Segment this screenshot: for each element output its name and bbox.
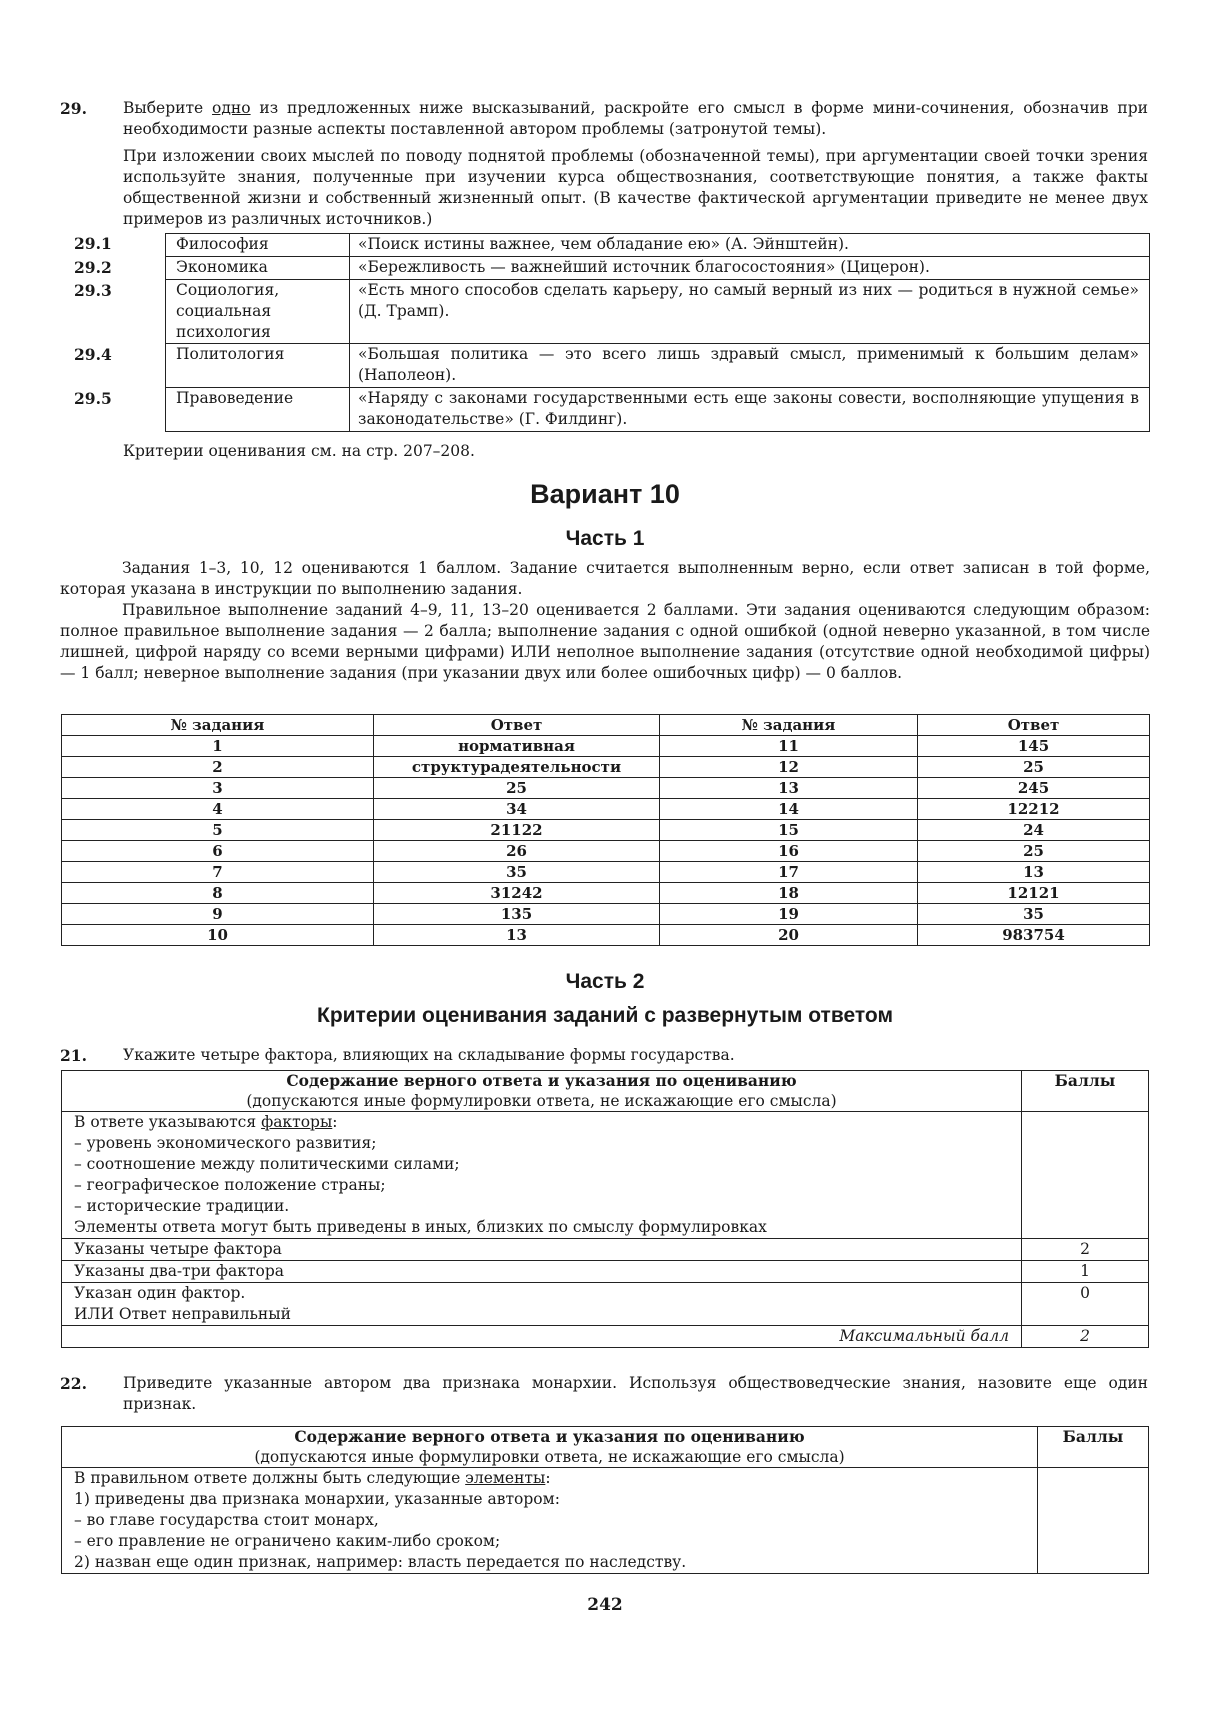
- option-quote: «Бережливость — важнейший источник благосостояния» (Цицерон).: [358, 258, 930, 276]
- answer-cell: 13: [374, 925, 660, 946]
- task-number-cell: 9: [62, 904, 374, 925]
- option-quote: «Есть много способов сделать карьеру, но самый верный из них — родиться в нужной семье» (Д. Трамп).: [358, 281, 1139, 320]
- option-row: [60, 257, 1150, 280]
- answer-cell: 35: [374, 862, 660, 883]
- intro-suffix: :: [332, 1113, 338, 1131]
- task-number-cell: 6: [62, 841, 374, 862]
- answer-cell: 25: [918, 757, 1150, 778]
- task-number-cell: 17: [660, 862, 918, 883]
- column-header-task-number: № задания: [62, 715, 374, 736]
- task-number-cell: 14: [660, 799, 918, 820]
- column-header-answer: Ответ: [374, 715, 660, 736]
- answer-cell: 34: [374, 799, 660, 820]
- task-number-cell: 13: [660, 778, 918, 799]
- max-score-row: [62, 1326, 1149, 1348]
- task-21-text: Укажите четыре фактора, влияющих на складывание формы государства.: [123, 1046, 735, 1064]
- intro-underlined: элементы: [465, 1469, 546, 1487]
- content-item: – соотношение между политическими силами;: [74, 1155, 460, 1173]
- answer-cell: 35: [918, 904, 1150, 925]
- option-quote: «Большая политика — это всего лишь здравый смысл, применимый к большим делам» (Наполеон).: [358, 345, 1139, 384]
- task-number-cell: 12: [660, 757, 918, 778]
- answer-cell: 13: [918, 862, 1150, 883]
- scoring-criterion: Указаны два-три фактора: [62, 1261, 1022, 1283]
- criteria-header-line-2: (допускаются иные формулировки ответа, не искажающие его смысла): [246, 1092, 837, 1110]
- answers-row: [62, 841, 1150, 862]
- answer-cell: 25: [918, 841, 1150, 862]
- option-subject: Социология, социальная психология: [166, 280, 350, 343]
- max-score-label: Максимальный балл: [62, 1326, 1022, 1348]
- points-cell-empty: [1038, 1468, 1149, 1574]
- task-number-cell: 18: [660, 883, 918, 904]
- option-row: [60, 280, 1150, 344]
- points-header: Баллы: [1038, 1427, 1149, 1468]
- answers-row: [62, 757, 1150, 778]
- scoring-row: [62, 1283, 1149, 1326]
- content-item: 2) назван еще один признак, например: власть передается по наследству.: [74, 1553, 687, 1571]
- answers-row: [62, 736, 1150, 757]
- task-29-number: 29.: [60, 99, 87, 118]
- task-22-criteria-table: [61, 1426, 1149, 1574]
- column-header-task-number: № задания: [660, 715, 918, 736]
- content-item: 1) приведены два признака монархии, указанные автором:: [74, 1490, 560, 1508]
- task-number-cell: 4: [62, 799, 374, 820]
- answers-row: [62, 778, 1150, 799]
- scoring-criterion-line-1: Указан один фактор.: [74, 1284, 246, 1302]
- content-intro: [74, 1112, 1009, 1133]
- answer-cell: 25: [374, 778, 660, 799]
- option-subject: Экономика: [166, 257, 350, 279]
- option-row: [60, 388, 1150, 432]
- task-number-cell: 20: [660, 925, 918, 946]
- option-subject: Философия: [166, 234, 350, 256]
- task-number-cell: 2: [62, 757, 374, 778]
- task-number-cell: 19: [660, 904, 918, 925]
- answer-cell: 983754: [918, 925, 1150, 946]
- option-number: 29.2: [74, 258, 112, 277]
- task-number-cell: 3: [62, 778, 374, 799]
- part-2-subtitle: Критерии оценивания заданий с развернутым ответом: [317, 1004, 893, 1027]
- answers-row: [62, 820, 1150, 841]
- answer-content: [62, 1112, 1022, 1239]
- instruction-underlined-word: одно: [212, 99, 251, 117]
- scoring-criterion: Указаны четыре фактора: [62, 1239, 1022, 1261]
- option-row: [60, 344, 1150, 388]
- answers-table: [61, 714, 1150, 946]
- option-row: [60, 233, 1150, 257]
- criteria-header-line-1: Содержание верного ответа и указания по оцениванию: [294, 1427, 805, 1446]
- content-intro: [74, 1468, 1025, 1489]
- criteria-header-row: [62, 1071, 1149, 1112]
- criteria-header-line-1: Содержание верного ответа и указания по оцениванию: [286, 1071, 797, 1090]
- scoring-points: 2: [1022, 1239, 1149, 1261]
- content-item: – географическое положение страны;: [74, 1176, 386, 1194]
- part-1-title: Часть 1: [565, 527, 645, 550]
- criteria-content-row: [62, 1468, 1149, 1574]
- option-subject: Политология: [166, 344, 350, 387]
- task-number-cell: 15: [660, 820, 918, 841]
- answer-cell: 12121: [918, 883, 1150, 904]
- intro-underlined: факторы: [261, 1113, 333, 1131]
- instruction-rest: из предложенных ниже высказываний, раскройте его смысл в форме мини-сочинения, обозначив при необходимости разные аспекты поставленной автором проблемы (затронутой темы).: [123, 99, 1148, 138]
- scoring-points: 1: [1022, 1261, 1149, 1283]
- option-quote: «Поиск истины важнее, чем обладание ею» (А. Эйнштейн).: [358, 235, 849, 253]
- task-number-cell: 5: [62, 820, 374, 841]
- answer-cell: 26: [374, 841, 660, 862]
- answer-cell: 135: [374, 904, 660, 925]
- task-number-cell: 7: [62, 862, 374, 883]
- task-number-cell: 8: [62, 883, 374, 904]
- content-item: – во главе государства стоит монарх,: [74, 1511, 379, 1529]
- task-number-cell: 16: [660, 841, 918, 862]
- scoring-criterion: [62, 1283, 1022, 1326]
- variant-title: Вариант 10: [530, 479, 680, 509]
- scoring-row: [62, 1261, 1149, 1283]
- answers-header-row: [62, 715, 1150, 736]
- criteria-content-header: [62, 1071, 1022, 1112]
- answer-cell: 21122: [374, 820, 660, 841]
- scoring-row: [62, 1239, 1149, 1261]
- answer-content: [62, 1468, 1038, 1574]
- intro-suffix: :: [545, 1469, 551, 1487]
- option-number: 29.1: [74, 234, 112, 253]
- part-2-title: Часть 2: [565, 970, 645, 993]
- option-number: 29.3: [74, 281, 112, 300]
- intro-text: В ответе указываются: [74, 1113, 262, 1131]
- part-1-scoring-rule-1: Задания 1–3, 10, 12 оцениваются 1 баллом. Задание считается выполненным верно, если ответ записан в той форме, которая указана в инструкции по выполнению задания.: [60, 559, 1150, 598]
- answer-cell: 245: [918, 778, 1150, 799]
- answer-cell: 24: [918, 820, 1150, 841]
- task-22-text: Приведите указанные автором два признака монархии. Используя обществоведческие знания, назовите еще один признак.: [123, 1374, 1148, 1413]
- answers-row: [62, 799, 1150, 820]
- answers-row: [62, 904, 1150, 925]
- content-item: – исторические традиции.: [74, 1197, 290, 1215]
- task-21-number: 21.: [60, 1046, 87, 1065]
- answers-row: [62, 883, 1150, 904]
- page-number: 242: [587, 1595, 623, 1615]
- points-header: Баллы: [1022, 1071, 1149, 1112]
- answer-cell: 145: [918, 736, 1150, 757]
- option-number: 29.5: [74, 389, 112, 408]
- scoring-points: 0: [1022, 1283, 1149, 1326]
- intro-text: В правильном ответе должны быть следующие: [74, 1469, 466, 1487]
- criteria-header-row: [62, 1427, 1149, 1468]
- task-29-options-table: [60, 233, 1150, 432]
- task-21-criteria-table: [61, 1070, 1149, 1348]
- answer-cell: нормативная: [374, 736, 660, 757]
- content-item: – уровень экономического развития;: [74, 1134, 377, 1152]
- option-subject: Правоведение: [166, 388, 350, 431]
- task-number-cell: 11: [660, 736, 918, 757]
- column-header-answer: Ответ: [918, 715, 1150, 736]
- content-item: – его правление не ограничено каким-либо сроком;: [74, 1532, 501, 1550]
- task-number-cell: 10: [62, 925, 374, 946]
- option-quote: «Наряду с законами государственными есть еще законы совести, восполняющие упущения в законодательстве» (Г. Филдинг).: [358, 389, 1139, 428]
- task-22-number: 22.: [60, 1374, 87, 1393]
- answer-cell: 31242: [374, 883, 660, 904]
- criteria-content-row: [62, 1112, 1149, 1239]
- instruction-prefix: Выберите: [123, 99, 213, 117]
- task-29-instruction: [123, 98, 1148, 140]
- answer-cell: 12212: [918, 799, 1150, 820]
- option-number: 29.4: [74, 345, 112, 364]
- answers-row: [62, 862, 1150, 883]
- task-29-instruction-2: При изложении своих мыслей по поводу поднятой проблемы (обозначенной темы), при аргументации своей точки зрения используйте знания, полученные при изучении курса обществознания, соответствующие понятия, а также факты общественной жизни и собственный жизненный опыт. (В качестве фактической аргументации приведите не менее двух примеров из различных источников.): [123, 147, 1148, 228]
- points-cell-empty: [1022, 1112, 1149, 1239]
- content-note: Элементы ответа могут быть приведены в иных, близких по смыслу формулировках: [74, 1218, 767, 1236]
- part-1-scoring-rule-2: Правильное выполнение заданий 4–9, 11, 13–20 оценивается 2 баллами. Эти задания оцениваются следующим образом: полное правильное выполнение задания — 2 балла; выполнение задания с одной ошибкой (одной неверно указанной, в том числе лишней, цифрой наряду со всеми верными цифрами) ИЛИ неполное выполнение задания (отсутствие одной необходимой цифры) — 1 балл; неверное выполнение задания (при указании двух или более ошибочных цифр) — 0 баллов.: [60, 601, 1150, 682]
- criteria-header-line-2: (допускаются иные формулировки ответа, не искажающие его смысла): [254, 1448, 845, 1466]
- criteria-content-header: [62, 1427, 1038, 1468]
- criteria-reference: Критерии оценивания см. на стр. 207–208.: [123, 442, 475, 460]
- scoring-criterion-line-2: ИЛИ Ответ неправильный: [74, 1305, 291, 1323]
- answers-row: [62, 925, 1150, 946]
- answer-cell: структурадеятельности: [374, 757, 660, 778]
- task-number-cell: 1: [62, 736, 374, 757]
- max-score-value: 2: [1022, 1326, 1149, 1348]
